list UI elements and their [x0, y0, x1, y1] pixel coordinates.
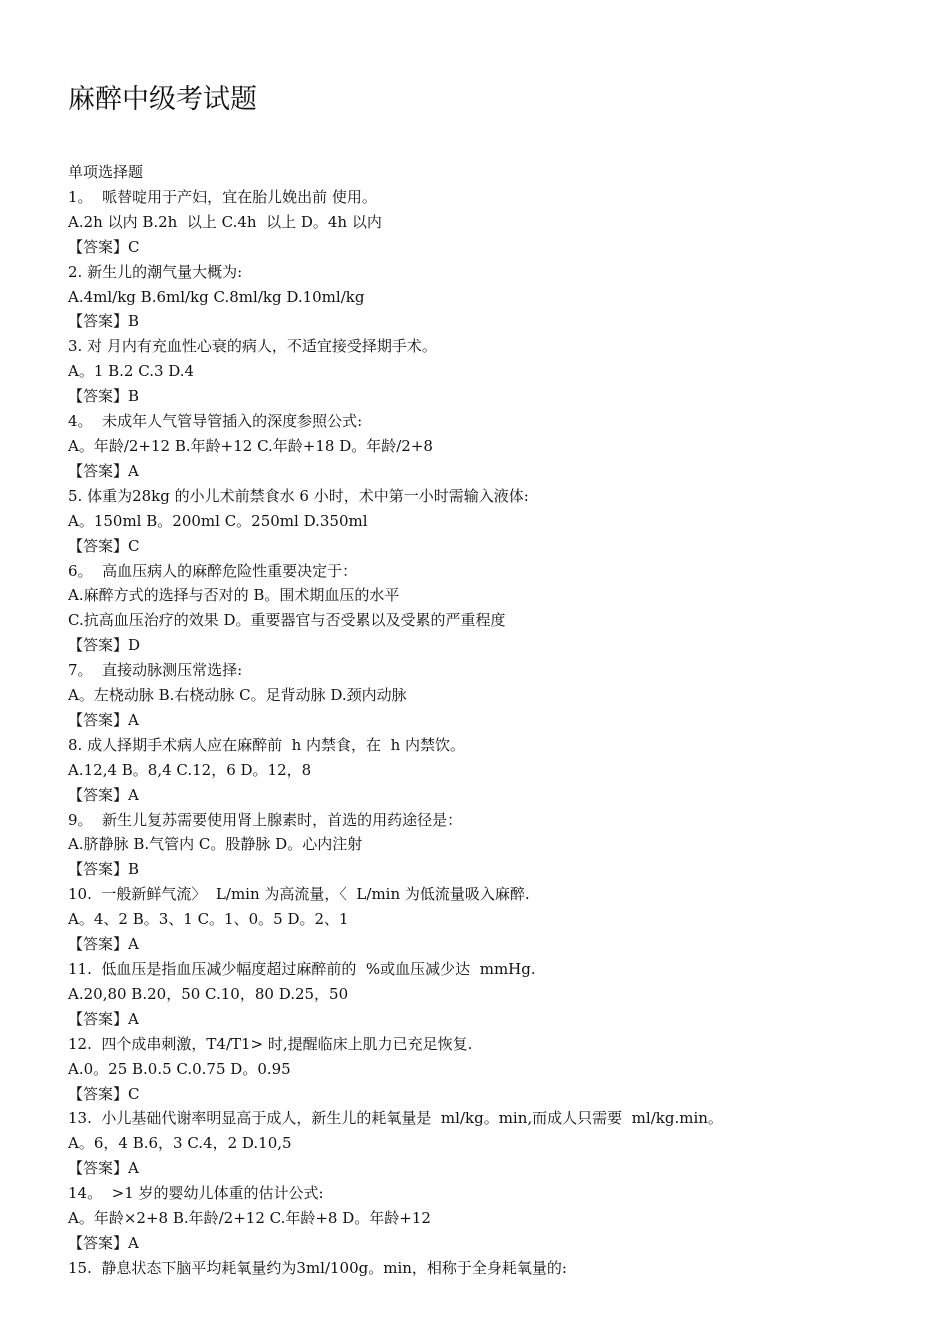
question-block	[68, 808, 908, 883]
question-stem: 2. 新生儿的潮气量大概为:	[68, 262, 243, 281]
question-options: A。年龄×2+8 B.年龄/2+12 C.年龄+8 D。年龄+12	[68, 1209, 431, 1228]
question-options: A。6，4 B.6，3 C.4，2 D.10,5	[68, 1134, 292, 1153]
question-answer: 【答案】A	[68, 785, 139, 804]
question-answer: 【答案】B	[68, 312, 140, 331]
question-answer: 【答案】A	[68, 461, 139, 480]
question-options: A.20,80 B.20，50 C.10，80 D.25，50	[68, 984, 349, 1003]
question-options: A。4、2 B。3、1 C。1、0。5 D。2、1	[68, 910, 349, 929]
question-answer: 【答案】A	[68, 1233, 139, 1252]
question-stem: 12. 四个成串刺激，T4/T1> 时,提醒临床上肌力已充足恢复.	[68, 1034, 473, 1053]
question-stem: 8. 成人择期手术病人应在麻醉前 h 内禁食，在 h 内禁饮。	[68, 735, 466, 754]
question-block	[68, 658, 908, 733]
question-stem: 9。 新生儿复苏需要使用肾上腺素时，首选的用药途径是：	[68, 810, 463, 829]
question-options: A。左桡动脉 B.右桡动脉 C。足背动脉 D.颈内动脉	[68, 686, 407, 705]
question-options: A.脐静脉 B.气管内 C。股静脉 D。心内注射	[68, 835, 363, 854]
question-stem: 3. 对 月内有充血性心衰的病人，不适宜接受择期手术。	[68, 337, 437, 356]
document-title: 麻醉中级考试题	[68, 84, 257, 115]
question-options: A.12,4 B。8,4 C.12，6 D。12，8	[68, 760, 312, 779]
question-answer: 【答案】A	[68, 1159, 139, 1178]
question-options: A。150ml B。200ml C。250ml D.350ml	[68, 511, 368, 530]
question-answer: 【答案】B	[68, 387, 140, 406]
question-block	[68, 409, 908, 484]
question-stem: 14。 >1 岁的婴幼儿体重的估计公式:	[68, 1184, 324, 1203]
question-stem: 1。 哌替啶用于产妇，宜在胎儿娩出前 使用。	[68, 187, 377, 206]
question-answer: 【答案】B	[68, 860, 140, 879]
question-answer: 【答案】C	[68, 237, 140, 256]
question-block	[68, 957, 908, 1032]
question-stem: 6。 高血压病人的麻醉危险性重要决定于：	[68, 561, 358, 580]
question-block	[68, 1106, 908, 1181]
question-stem: 5. 体重为28kg 的小儿术前禁食水 6 小时，术中第一小时需输入液体:	[68, 486, 529, 505]
question-answer: 【答案】D	[68, 636, 141, 655]
question-block	[68, 185, 908, 260]
question-answer: 【答案】C	[68, 536, 140, 555]
question-options: A.2h 以内 B.2h 以上 C.4h 以上 D。4h 以内	[68, 212, 382, 231]
question-block	[68, 882, 908, 957]
question-block	[68, 1032, 908, 1107]
question-options: C.抗高血压治疗的效果 D。重要器官与否受累以及受累的严重程度	[68, 611, 506, 630]
question-answer: 【答案】C	[68, 1084, 140, 1103]
question-stem: 11. 低血压是指血压减少幅度超过麻醉前的 %或血压减少达 mmHg.	[68, 960, 536, 978]
document-page	[68, 80, 908, 1281]
question-options: A.麻醉方式的选择与否对的 B。围术期血压的水平	[68, 586, 400, 605]
question-answer: 【答案】A	[68, 1009, 139, 1028]
question-options: A。1 B.2 C.3 D.4	[68, 362, 195, 381]
question-block	[68, 559, 908, 659]
question-block	[68, 1181, 908, 1256]
question-block	[68, 733, 908, 808]
question-list	[68, 185, 908, 1281]
question-block	[68, 260, 908, 335]
question-block	[68, 484, 908, 559]
question-options: A.4ml/kg B.6ml/kg C.8ml/kg D.10ml/kg	[68, 287, 365, 306]
question-block	[68, 1256, 908, 1281]
question-block	[68, 334, 908, 409]
question-answer: 【答案】A	[68, 935, 139, 954]
question-stem: 10. 一般新鲜气流〉 L/min 为高流量，〈 L/min 为低流量吸入麻醉.	[68, 885, 530, 904]
question-options: A。年龄/2+12 B.年龄+12 C.年龄+18 D。年龄/2+8	[68, 436, 433, 455]
section-heading: 单项选择题	[68, 163, 144, 181]
question-stem: 15. 静息状态下脑平均耗氧量约为3ml/100g。min，相称于全身耗氧量的:	[68, 1258, 567, 1277]
question-options: A.0。25 B.0.5 C.0.75 D。0.95	[68, 1059, 291, 1078]
question-stem: 13. 小儿基础代谢率明显高于成人，新生儿的耗氧量是 ml/kg。min,而成人只需要 ml/kg.min。	[68, 1109, 723, 1128]
question-stem: 7。 直接动脉测压常选择:	[68, 661, 243, 680]
question-answer: 【答案】A	[68, 710, 139, 729]
question-stem: 4。 未成年人气管导管插入的深度参照公式:	[68, 412, 363, 431]
